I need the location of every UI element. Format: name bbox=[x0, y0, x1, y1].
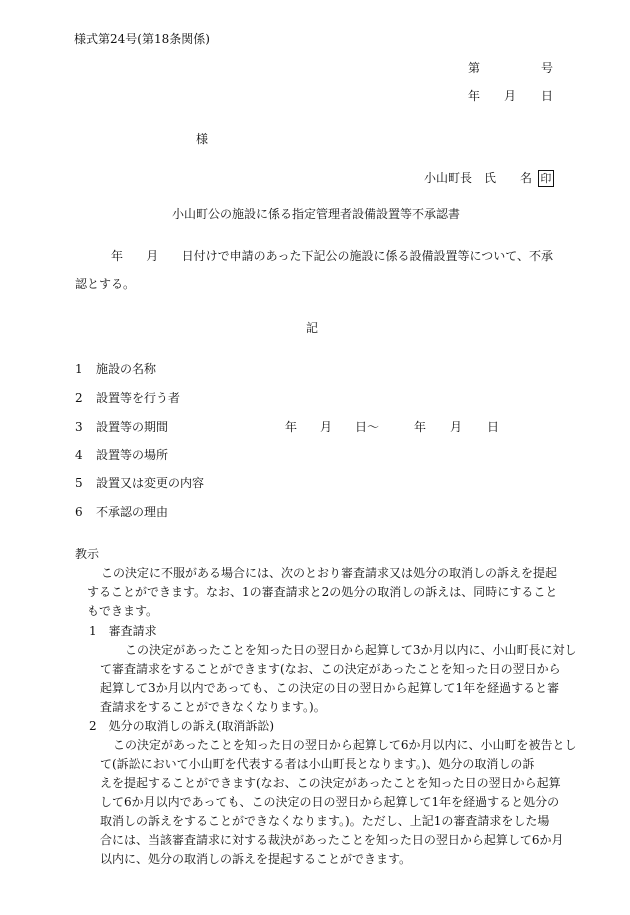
item-number: 3 bbox=[75, 420, 83, 434]
item-label: 設置等を行う者 bbox=[96, 391, 181, 405]
item-number: 5 bbox=[75, 476, 83, 490]
period-start-month: 月 bbox=[320, 420, 333, 434]
notice-intro-line: することができます。なお、1の審査請求と2の処分の取消しの訴えは、同時にすること bbox=[87, 585, 558, 599]
section-2-line: して6か月以内であっても、この決定の日の翌日から起算して1年を経過すると処分の bbox=[100, 795, 560, 809]
section-2-line: 取消しの訴えをすることができなくなります。)。ただし、上記1の審査請求をした場 bbox=[100, 814, 550, 828]
body-rest-text: 日付けで申請のあった下記公の施設に係る設備設置等について、不承 bbox=[181, 249, 553, 263]
document-title: 小山町公の施設に係る指定管理者設備設置等不承認書 bbox=[172, 207, 461, 221]
section-1-heading: 1 審査請求 bbox=[89, 624, 157, 638]
section-1-line: 起算して3か月以内であっても、この決定の日の翌日から起算して1年を経過すると審 bbox=[100, 681, 560, 695]
item-number: 6 bbox=[75, 505, 83, 519]
period-end-year: 年 bbox=[414, 420, 427, 434]
section-2-line: えを提起することができます(なお、この決定があったことを知った日の翌日から起算 bbox=[100, 776, 561, 790]
item-label: 施設の名称 bbox=[96, 362, 157, 376]
body-year-label: 年 bbox=[111, 249, 124, 263]
item-label: 設置又は変更の内容 bbox=[96, 476, 205, 490]
issuer-name-line: 小山町長 氏 名 bbox=[424, 171, 533, 185]
period-end-day: 日 bbox=[487, 420, 500, 434]
item-location bbox=[75, 448, 168, 462]
section-2-line: 以内に、処分の取消しの訴えを提起することができます。 bbox=[100, 852, 412, 866]
item-number: 4 bbox=[75, 448, 83, 462]
date-month-label: 月 bbox=[504, 89, 517, 103]
notice-intro-line: この決定に不服がある場合には、次のとおり審査請求又は処分の取消しの訴えを提起 bbox=[101, 566, 558, 580]
item-facility-name bbox=[75, 362, 156, 376]
section-2-line: 合には、当該審査請求に対する裁決があったことを知った日の翌日から起算して6か月 bbox=[100, 833, 564, 847]
section-1-line: この決定があったことを知った日の翌日から起算して3か月以内に、小山町長に対し bbox=[125, 643, 577, 657]
item-installer bbox=[75, 391, 180, 405]
period-start-year: 年 bbox=[285, 420, 298, 434]
section-1-line: て審査請求をすることができます(なお、この決定があったことを知った日の翌日から bbox=[100, 662, 561, 676]
notice-heading: 教示 bbox=[75, 547, 100, 561]
number-label-dai: 第 bbox=[468, 61, 481, 75]
body-line-1 bbox=[75, 249, 553, 263]
item-reason bbox=[75, 505, 168, 519]
seal-mark: 印 bbox=[538, 170, 554, 187]
form-number: 様式第24号(第18条関係) bbox=[74, 32, 210, 46]
item-period bbox=[75, 420, 168, 434]
item-number: 2 bbox=[75, 391, 83, 405]
body-line-2: 認とする。 bbox=[75, 277, 136, 291]
date-day-label: 日 bbox=[541, 89, 554, 103]
body-month-label: 月 bbox=[146, 249, 159, 263]
period-end-month: 月 bbox=[450, 420, 463, 434]
section-2-line: この決定があったことを知った日の翌日から起算して6か月以内に、小山町を被告とし bbox=[113, 738, 577, 752]
item-label: 設置等の期間 bbox=[96, 420, 169, 434]
item-label: 不承認の理由 bbox=[96, 505, 169, 519]
ki-heading: 記 bbox=[306, 321, 319, 335]
notice-intro-line: もできます。 bbox=[87, 604, 159, 618]
item-number: 1 bbox=[75, 362, 83, 376]
number-label-go: 号 bbox=[541, 61, 554, 75]
item-content bbox=[75, 476, 204, 490]
addressee-honorific: 様 bbox=[196, 132, 209, 146]
section-1-line: 査請求をすることができなくなります。)。 bbox=[100, 700, 326, 714]
period-start-day: 日～ bbox=[355, 420, 380, 434]
issuer-block bbox=[424, 170, 554, 187]
item-label: 設置等の場所 bbox=[96, 448, 169, 462]
section-2-heading: 2 処分の取消しの訴え(取消訴訟) bbox=[89, 719, 274, 733]
date-year-label: 年 bbox=[468, 89, 481, 103]
section-2-line: て(訴訟において小山町を代表する者は小山町長となります。)、処分の取消しの訴 bbox=[100, 757, 535, 771]
